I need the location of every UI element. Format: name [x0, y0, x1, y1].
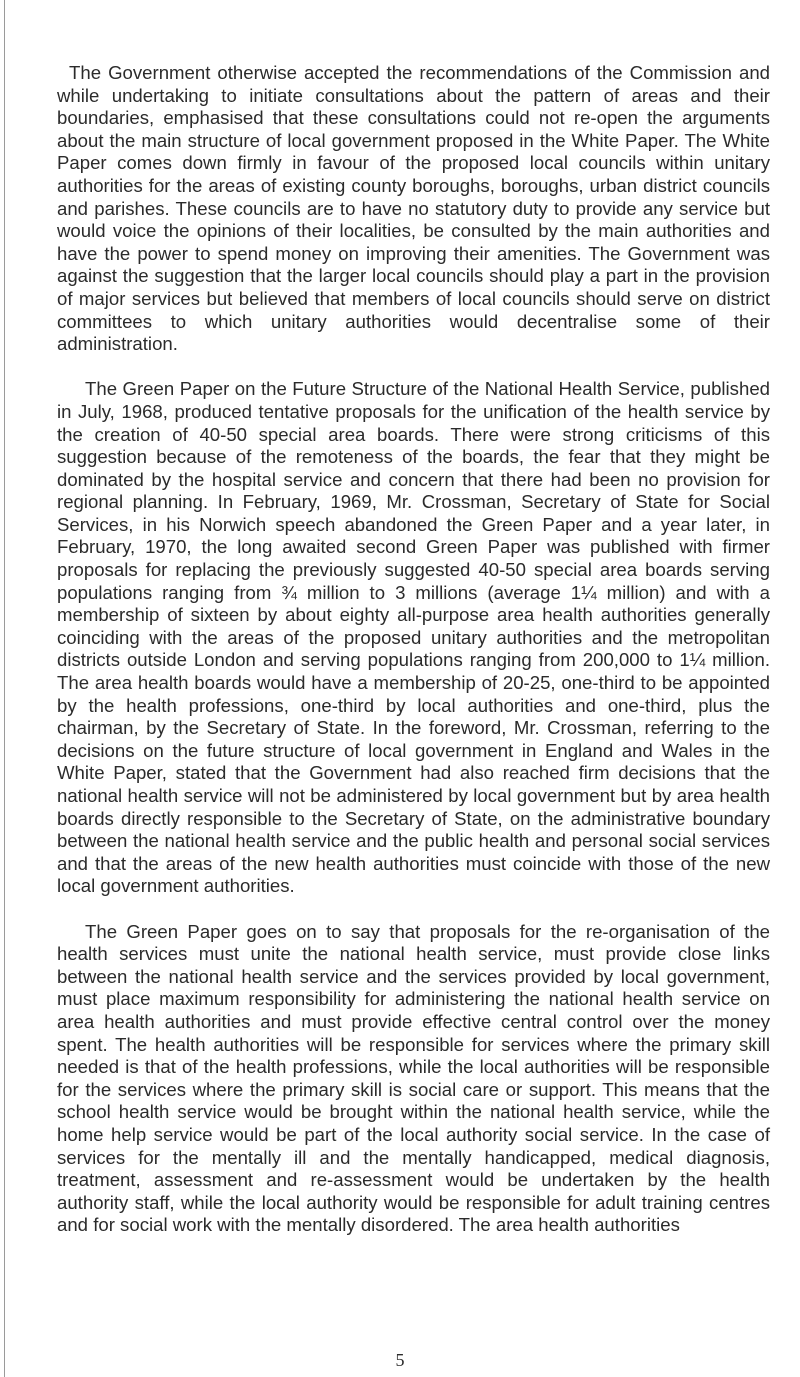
paragraph-green-paper-1968: The Green Paper on the Future Structure of the National Health Service, published in July, 1968, produced tentative proposals for the unification of the health service by the creation of 40-50 special area boards. There were strong criticisms of this suggestion because of the remoteness of the boards, the fear that they might be dominated by the hospital service and concern that there had been no provision for regional planning. In February, 1969, Mr. Crossman, Secretary of State for Social Services, in his Norwich speech abandoned the Green Paper and a year later, in February, 1970, the long awaited second Green Paper was published with firmer proposals for replacing the previously suggested 40-50 special area boards serving populations ranging from ¾ million to 3 millions (average 1¼ million) and with a membership of sixteen by about eighty all-purpose area health authorities generally coinciding with the areas of the proposed unitary authorities and the metropolitan districts outside London and serving populations ranging from 200,000 to 1¼ million. The area health boards would have a membership of 20-25, one-third to be appointed by the health professions, one-third by local authorities and one-third, plus the chairman, by the Secretary of State. In the foreword, Mr. Crossman, referring to the decisions on the future structure of local government in England and Wales in the White Paper, stated that the Government had also reached firm decisions that the national health service will not be administered by local government but by area health boards directly responsible to the Secretary of State, on the administrative boundary between the national health service and the public health and personal social services and that the areas of the new health authorities must coincide with those of the new local government authorities.	[57, 378, 770, 897]
paragraph-local-councils: The Government otherwise accepted the recommendations of the Commission and while undertaking to initiate consultations about the pattern of areas and their boundaries, emphasised that these consultations could not re-open the arguments about the main structure of local government proposed in the White Paper. The White Paper comes down firmly in favour of the proposed local councils within unitary authorities for the areas of existing county boroughs, boroughs, urban district councils and parishes. These councils are to have no statutory duty to provide any service but would voice the opinions of their localities, be consulted by the main authorities and have the power to spend money on improving their amenities. The Government was against the suggestion that the larger local councils should play a part in the provision of major services but believed that members of local councils should serve on district committees to which unitary authorities would decentralise some of their administration.	[57, 62, 770, 355]
scan-edge-line	[4, 0, 5, 1377]
page-number: 5	[395, 1350, 405, 1370]
paragraph-green-paper-reorganisation: The Green Paper goes on to say that proposals for the re-organisation of the health services must unite the national health service, must provide close links between the national health service and the services provided by local government, must place maximum responsibility for administering the national health service on area health authorities and must provide effective central control over the money spent. The health authorities will be responsible for services where the primary skill needed is that of the health professions, while the local authorities will be responsible for the services where the primary skill is social care or support. This means that the school health service would be brought within the national health service, while the home help service would be part of the local authority social service. In the case of services for the mentally ill and the mentally handicapped, medical diagnosis, treatment, assessment and re-assessment would be undertaken by the health authority staff, while the local authority would be responsible for adult training centres and for social work with the mentally disordered. The area health authorities	[57, 920, 770, 1236]
document-body	[57, 62, 770, 1259]
